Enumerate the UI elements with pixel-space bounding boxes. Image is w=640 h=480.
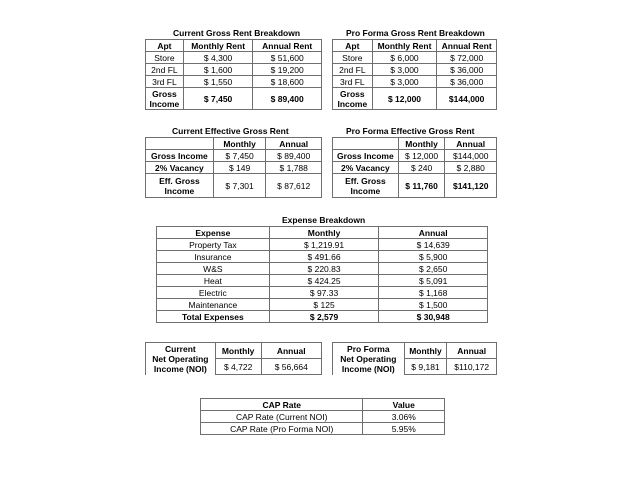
table-row <box>333 76 497 88</box>
proforma-noi-monthly: $ 9,181 <box>404 359 447 375</box>
proforma-rent-title: Pro Forma Gross Rent Breakdown <box>346 28 485 38</box>
expense-breakdown-title: Expense Breakdown <box>282 215 366 225</box>
header-apt: Apt <box>333 40 373 52</box>
expense-label: Insurance <box>157 251 270 263</box>
header-monthly: Monthly <box>404 343 447 359</box>
annual-cell: $ 5,900 <box>379 251 488 263</box>
table-row <box>201 423 445 435</box>
monthly-cell: $ 240 <box>398 162 445 174</box>
gross-income-monthly: $ 12,000 <box>372 88 437 110</box>
monthly-cell: $ 4,300 <box>183 52 253 64</box>
annual-cell: $ 18,600 <box>253 76 322 88</box>
expense-label: Property Tax <box>157 239 270 251</box>
annual-cell: $ 19,200 <box>253 64 322 76</box>
annual-cell: $ 2,650 <box>379 263 488 275</box>
annual-cell: $ 2,880 <box>445 162 497 174</box>
cap-rate-value: 3.06% <box>363 411 445 423</box>
apt-cell: 3rd FL <box>333 76 373 88</box>
row-label: Gross Income <box>146 150 214 162</box>
expense-label: Heat <box>157 275 270 287</box>
total-row <box>333 88 497 110</box>
total-row <box>146 88 322 110</box>
header-monthly: Monthly <box>398 138 445 150</box>
total-row <box>157 311 488 323</box>
monthly-cell: $ 1,219.91 <box>269 239 379 251</box>
current-egr-title: Current Effective Gross Rent <box>172 126 289 136</box>
current-noi-label: Current Net Operating Income (NOI) <box>146 343 216 375</box>
table-row <box>146 52 322 64</box>
row-label: 2% Vacancy <box>146 162 214 174</box>
monthly-cell: $ 1,550 <box>183 76 253 88</box>
table-row <box>333 162 497 174</box>
table-row <box>201 411 445 423</box>
table-row <box>333 52 497 64</box>
total-row <box>146 174 322 198</box>
cap-rate-table <box>200 398 445 435</box>
header-expense: Expense <box>157 227 270 239</box>
eff-gross-income-annual: $141,120 <box>445 174 497 198</box>
table-row <box>333 64 497 76</box>
proforma-noi-table <box>332 342 497 375</box>
table-row <box>157 299 488 311</box>
expense-table <box>156 226 488 323</box>
proforma-noi-label: Pro Forma Net Operating Income (NOI) <box>333 343 405 375</box>
total-expenses-monthly: $ 2,579 <box>269 311 379 323</box>
header-annual: Annual <box>266 138 322 150</box>
table-row <box>146 64 322 76</box>
table-row <box>157 263 488 275</box>
cap-rate-label: CAP Rate (Current NOI) <box>201 411 363 423</box>
current-rent-title: Current Gross Rent Breakdown <box>173 28 301 38</box>
monthly-cell: $ 3,000 <box>372 76 437 88</box>
total-expenses-annual: $ 30,948 <box>379 311 488 323</box>
annual-cell: $ 1,500 <box>379 299 488 311</box>
expense-label: Maintenance <box>157 299 270 311</box>
header-monthly: Monthly <box>215 343 261 359</box>
gross-income-label: Gross Income <box>146 88 184 110</box>
annual-cell: $144,000 <box>445 150 497 162</box>
header-annual: Annual <box>379 227 488 239</box>
current-egr-table <box>145 137 322 198</box>
total-expenses-label: Total Expenses <box>157 311 270 323</box>
header-annual: Annual <box>261 343 322 359</box>
cap-rate-label: CAP Rate (Pro Forma NOI) <box>201 423 363 435</box>
header-annual: Annual <box>445 138 497 150</box>
header-blank <box>146 138 214 150</box>
current-noi-annual: $ 56,664 <box>261 359 322 375</box>
monthly-cell: $ 125 <box>269 299 379 311</box>
header-blank <box>333 138 399 150</box>
annual-cell: $ 1,168 <box>379 287 488 299</box>
proforma-egr-title: Pro Forma Effective Gross Rent <box>346 126 475 136</box>
proforma-noi-annual: $110,172 <box>447 359 497 375</box>
table-row <box>146 150 322 162</box>
header-monthly-rent: Monthly Rent <box>183 40 253 52</box>
header-cap-rate: CAP Rate <box>201 399 363 411</box>
header-monthly: Monthly <box>213 138 266 150</box>
header-annual: Annual <box>447 343 497 359</box>
eff-gross-income-label: Eff. Gross Income <box>146 174 214 198</box>
table-row <box>333 150 497 162</box>
eff-gross-income-label: Eff. Gross Income <box>333 174 399 198</box>
apt-cell: 2nd FL <box>333 64 373 76</box>
gross-income-label: Gross Income <box>333 88 373 110</box>
table-row <box>157 275 488 287</box>
header-value: Value <box>363 399 445 411</box>
eff-gross-income-monthly: $ 7,301 <box>213 174 266 198</box>
monthly-cell: $ 7,450 <box>213 150 266 162</box>
header-monthly-rent: Monthly Rent <box>372 40 437 52</box>
annual-cell: $ 72,000 <box>437 52 497 64</box>
eff-gross-income-annual: $ 87,612 <box>266 174 322 198</box>
total-row <box>333 174 497 198</box>
row-label: Gross Income <box>333 150 399 162</box>
table-row <box>157 287 488 299</box>
monthly-cell: $ 491.66 <box>269 251 379 263</box>
annual-cell: $ 5,091 <box>379 275 488 287</box>
monthly-cell: $ 12,000 <box>398 150 445 162</box>
annual-cell: $ 51,600 <box>253 52 322 64</box>
table-row <box>146 76 322 88</box>
header-annual-rent: Annual Rent <box>437 40 497 52</box>
monthly-cell: $ 149 <box>213 162 266 174</box>
annual-cell: $ 89,400 <box>266 150 322 162</box>
current-noi-table <box>145 342 322 375</box>
eff-gross-income-monthly: $ 11,760 <box>398 174 445 198</box>
row-label: 2% Vacancy <box>333 162 399 174</box>
monthly-cell: $ 97.33 <box>269 287 379 299</box>
monthly-cell: $ 3,000 <box>372 64 437 76</box>
header-apt: Apt <box>146 40 184 52</box>
expense-label: W&S <box>157 263 270 275</box>
gross-income-annual: $ 89,400 <box>253 88 322 110</box>
table-row <box>157 251 488 263</box>
apt-cell: 2nd FL <box>146 64 184 76</box>
apt-cell: Store <box>146 52 184 64</box>
gross-income-monthly: $ 7,450 <box>183 88 253 110</box>
header-monthly: Monthly <box>269 227 379 239</box>
current-rent-table <box>145 39 322 110</box>
annual-cell: $ 36,000 <box>437 64 497 76</box>
monthly-cell: $ 1,600 <box>183 64 253 76</box>
annual-cell: $ 36,000 <box>437 76 497 88</box>
cap-rate-value: 5.95% <box>363 423 445 435</box>
annual-cell: $ 1,788 <box>266 162 322 174</box>
table-row <box>157 239 488 251</box>
expense-label: Electric <box>157 287 270 299</box>
annual-cell: $ 14,639 <box>379 239 488 251</box>
current-noi-monthly: $ 4,722 <box>215 359 261 375</box>
proforma-rent-table <box>332 39 497 110</box>
monthly-cell: $ 6,000 <box>372 52 437 64</box>
apt-cell: 3rd FL <box>146 76 184 88</box>
table-row <box>146 162 322 174</box>
header-annual-rent: Annual Rent <box>253 40 322 52</box>
monthly-cell: $ 220.83 <box>269 263 379 275</box>
monthly-cell: $ 424.25 <box>269 275 379 287</box>
gross-income-annual: $144,000 <box>437 88 497 110</box>
apt-cell: Store <box>333 52 373 64</box>
proforma-egr-table <box>332 137 497 198</box>
